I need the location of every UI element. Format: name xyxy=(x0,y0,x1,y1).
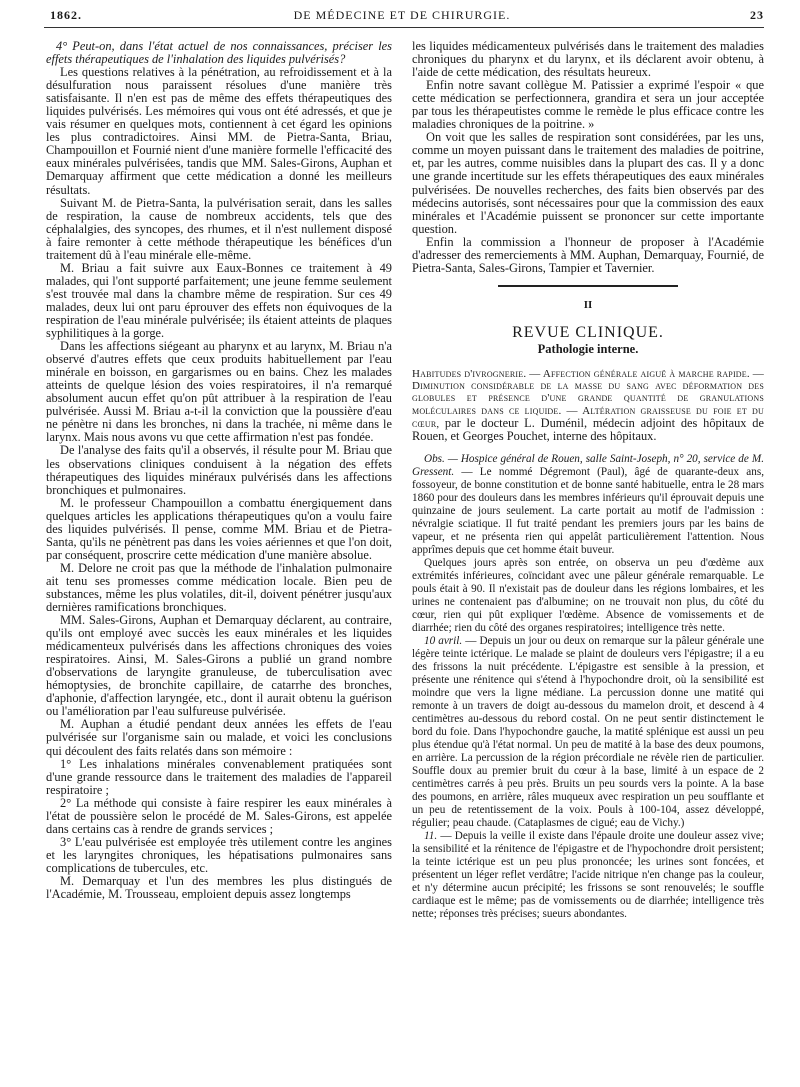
observation-block xyxy=(412,453,764,921)
date-label: 10 avril. xyxy=(424,635,463,648)
list-item: 2° La méthode qui consiste à faire respirer les eaux minérales à l'état de poussière selon le procédé de M. Sales-Girons, est appelée dans certains cas à rendre de grands services ; xyxy=(46,795,392,836)
paragraph: M. Demarquay et l'un des membres les plus distingués de l'Académie, M. Trousseau, emploient depuis assez longtemps xyxy=(46,874,392,902)
paragraph: M. Delore ne croit pas que la méthode de l'inhalation pulmonaire ait tenu ses promesses comme médication locale. Bien peu de substances, même les plus volatiles, dit-il, doivent pénétrer jusqu'aux dernières ramifications bronchiques. xyxy=(46,560,392,615)
question-heading: 4° Peut-on, dans l'état actuel de nos connaissances, préciser les effets thérapeutiques de l'inhalation des liquides pulvérisés? xyxy=(46,39,392,67)
header-title: DE MÉDECINE ET DE CHIRURGIE. xyxy=(293,8,511,22)
case-heading xyxy=(412,368,764,443)
paragraph: On voit que les salles de respiration sont considérées, par les uns, comme un moyen puissant dans le traitement des maladies de poitrine, et, par les autres, comme nuisibles dans la plupart des cas. Il y a donc une grande incertitude sur les effets thérapeutiques des eaux minérales pulvérisées. De nouvelles recherches, des faits bien observés par des médecins autorisés, sont nécessaires pour que la commission des eaux minérales et l'Académie puissent se prononcer sur cette importante question. xyxy=(412,130,764,236)
case-heading-text: Habitudes d'ivrognerie. — Affection générale aiguë à marche rapide. — Diminution considérable de la masse du sang avec déformation des globules et présence d'une grande quantité de granulations moléculaires dans ce liquide. — Altération graisseuse du foie et du cœur, xyxy=(412,367,764,430)
case-author: par le docteur L. Duménil, médecin adjoint des hôpitaux de Rouen, et Georges Pouchet, interne des hôpitaux. xyxy=(412,415,764,443)
section-divider xyxy=(498,285,678,287)
paragraph: MM. Sales-Girons, Auphan et Demarquay déclarent, au contraire, qu'ils ont employé avec succès les eaux minérales et les liquides médicamenteux pulvérisés dans les affections chroniques des voies respiratoires. Ainsi, M. Sales-Girons a publié un grand nombre d'observations de laryngite granuleuse, de tuberculisation avec hémoptysies, de bronchite capillaire, de catarrhe des bronches, d'aphonie, d'affection laryngée, etc., dont il aurait obtenu la guérison ou l'amélioration par l'eau sulfureuse pulvérisée. xyxy=(46,613,392,719)
header-year: 1862. xyxy=(50,8,82,22)
observation-paragraph: Quelques jours après son entrée, on observa un peu d'œdème aux extrémités inférieures, coïncidant avec une pâleur générale remarquable. Le pouls était à 90. Il n'existait pas de douleur dans les régions lombaires, et les urines ne contenaient pas d'albumine; on ne trouvait non plus, du côté du cœur, rien qui pût expliquer l'œdème. Absence de vomissements et de diarrhée; rien du côté des organes respiratoires; intelligence très nette. xyxy=(412,557,764,635)
observation-april-10 xyxy=(412,635,764,830)
paragraph: M. Briau a fait suivre aux Eaux-Bonnes ce traitement à 49 malades, qui l'ont supporté parfaitement; une jeune femme seulement s'est trouvée mal dans la chambre même de respiration. Sur ces 49 malades, deux lui ont paru éprouver des effets non équivoques de la respiration de l'eau minérale pulvérisée; ils étaient atteints de plaques syphilitiques à la gorge. xyxy=(46,260,392,341)
paragraph: M. Auphan a étudié pendant deux années les effets de l'eau pulvérisée sur l'organisme sain ou malade, et voici les conclusions qui découlent des faits relatés dans son mémoire : xyxy=(46,717,392,758)
paragraph: Suivant M. de Pietra-Santa, la pulvérisation serait, dans les salles de respiration, la cause de nombreux accidents, tels que des céphalalgies, des syncopes, des rhumes, et il n'est nullement disposé à faire remonter à cette méthode thérapeutique les bénéfices d'un traitement dû à l'eau minérale elle-même. xyxy=(46,195,392,262)
list-item: 1° Les inhalations minérales convenablement pratiquées sont d'une grande ressource dans le traitement des maladies de l'appareil respiratoire ; xyxy=(46,756,392,797)
list-item: 3° L'eau pulvérisée est employée très utilement contre les angines et les laryngites chroniques, les hépatisations pulmonaires sans complications de tubercules, etc. xyxy=(46,834,392,875)
observation-label: Obs. — Hospice général de Rouen, salle Saint-Joseph, n° 20, service de M. Gressent. xyxy=(412,453,764,479)
section-title: REVUE CLINIQUE. xyxy=(512,323,664,341)
paragraph: M. le professeur Champouillon a combattu énergiquement dans quelques articles les applications thérapeutiques qu'on a voulu faire des liquides pulvérisés. Il pense, comme MM. Briau et de Pietra-Santa, qu'ils ne pénètrent pas dans les voies aériennes et que l'on doit, par conséquent, proscrire cette médication d'une manière absolue. xyxy=(46,495,392,562)
observation-text: — Le nommé Dégremont (Paul), âgé de quarante-deux ans, fossoyeur, de bonne constitution et de bonne santé habituelle, entra le 28 mars 1860 pour des douleurs dans les membres inférieurs qu'il éprouvait depuis une quinzaine de jours seulement. La carte portait au motif de l'admission : névralgie sciatique. Il fut traité pendant les premiers jours par les bains de vapeur, et ne présenta rien qui appelât particulièrement l'attention. Nous apprîmes depuis que cet homme était buveur. xyxy=(412,466,764,557)
observation-intro xyxy=(412,453,764,557)
section-number: II xyxy=(583,298,593,311)
page-number: 23 xyxy=(750,8,764,22)
paragraph: les liquides médicamenteux pulvérisés dans le traitement des maladies chroniques du pharynx et du larynx, et ils déclarent avoir obtenu, à l'aide de cette médication, des résultats heureux. xyxy=(412,39,764,80)
date-label: 11. xyxy=(424,830,438,843)
paragraph: Enfin notre savant collègue M. Patissier a exprimé l'espoir « que cette médication se perfectionnera, grandira et sera un jour acceptée par tous les thérapeutistes comme le remède le plus efficace contre les maladies chroniques de la poitrine. » xyxy=(412,78,764,132)
section-subtitle: Pathologie interne. xyxy=(537,341,639,356)
running-header xyxy=(40,6,764,28)
observation-text: — Depuis un jour ou deux on remarque sur la pâleur générale une légère teinte ictérique. Le malade se plaint de douleurs vers l'épigastre; il a eu des frissons la nuit précédente. L'épigastre est sensible à la pression, et présente une rénitence qui s'étend à l'hypochondre droit, où la sensibilité est moindre que vers la ligne médiane. La percussion donne une matité qui remonte à un travers de doigt au-dessous du mamelon droit, et descend à 4 centimètres au-dessous du rebord costal. On ne peut sentir distinctement le bord du foie. Dans l'hypochondre gauche, la matité splénique est aussi un peu plus étendue qu'à l'état normal. Un peu de matité à la base des deux poumons, en arrière. La percussion de la région précordiale ne révèle rien de particulier. Souffle doux au premier bruit du cœur à la base, limité à un espace de 2 centimètres carrés à peu près. Bruits un peu sourds vers la pointe. A la base des poumons, en arrière, râles muqueux avec respiration un peu soufflante et un peu de retentissement de la voix. Pouls à 100-104, assez développé, régulier; peau chaude. (Cataplasmes de cigué; eau de Vichy.) xyxy=(412,635,765,830)
left-column xyxy=(46,40,392,901)
right-column xyxy=(412,40,764,921)
paragraph: Les questions relatives à la pénétration, au refroidissement et à la désulfuration nous paraissent résolues d'une manière très satisfaisante. Il n'en est pas de même des effets thérapeutiques des liquides pulvérisés. Les mémoires qui vous ont été adressés, et que je vais résumer en quelques mots, contiennent à cet égard les opinions les plus contradictoires. Ainsi MM. de Pietra-Santa, Briau, Champouillon et Fournié nient d'une manière formelle l'efficacité des eaux minérales pulvérisées, tandis que MM. Sales-Girons, Auphan et Demarquay affirment que cette médication a donné les meilleurs résultats. xyxy=(46,65,392,197)
paragraph: Dans les affections siégeant au pharynx et au larynx, M. Briau n'a observé d'autres effets que ceux produits habituellement par l'eau minérale en boisson, en gargarismes ou en bains. Chez les malades atteints de quelque lésion des voies respiratoires, il n'a remarqué absolument aucun effet qu'on pût attribuer à la respiration de l'eau pulvérisée. Aussi M. Briau a-t-il la conviction que la poussière d'eau ne pénètre ni dans les bronches, ni dans la trachée, ni même dans le larynx. Mais nous avons vu que cette affirmation n'est pas fondée. xyxy=(46,339,392,445)
paragraph: De l'analyse des faits qu'il a observés, il résulte pour M. Briau que les observations cliniques conduisent à la négation des effets thérapeutiques des liquides minéraux pulvérisés dans les affections bronchiques et pulmonaires. xyxy=(46,443,392,497)
paragraph: Enfin la commission a l'honneur de proposer à l'Académie d'adresser des remerciements à MM. Auphan, Demarquay, Fournié, de Pietra-Santa, Sales-Girons, Tampier et Tavernier. xyxy=(412,234,764,275)
observation-april-11 xyxy=(412,830,764,921)
observation-text: — Depuis la veille il existe dans l'épaule droite une douleur assez vive; la sensibilité et la rénitence de l'épigastre et de l'hypochondre droit persistent; la teinte ictérique est un peu plus prononcée; les urines sont foncées, et présentent un léger reflet verdâtre; l'acide nitrique n'en change pas la couleur, et n'y détermine aucun précipité; les frissons se sont renouvelés; le souffle cardiaque est le même; pas de vomissements ou de diarrhée; intelligence très nette; réponses très précises; sueurs abondantes. xyxy=(412,830,765,921)
header-rule xyxy=(44,27,764,28)
